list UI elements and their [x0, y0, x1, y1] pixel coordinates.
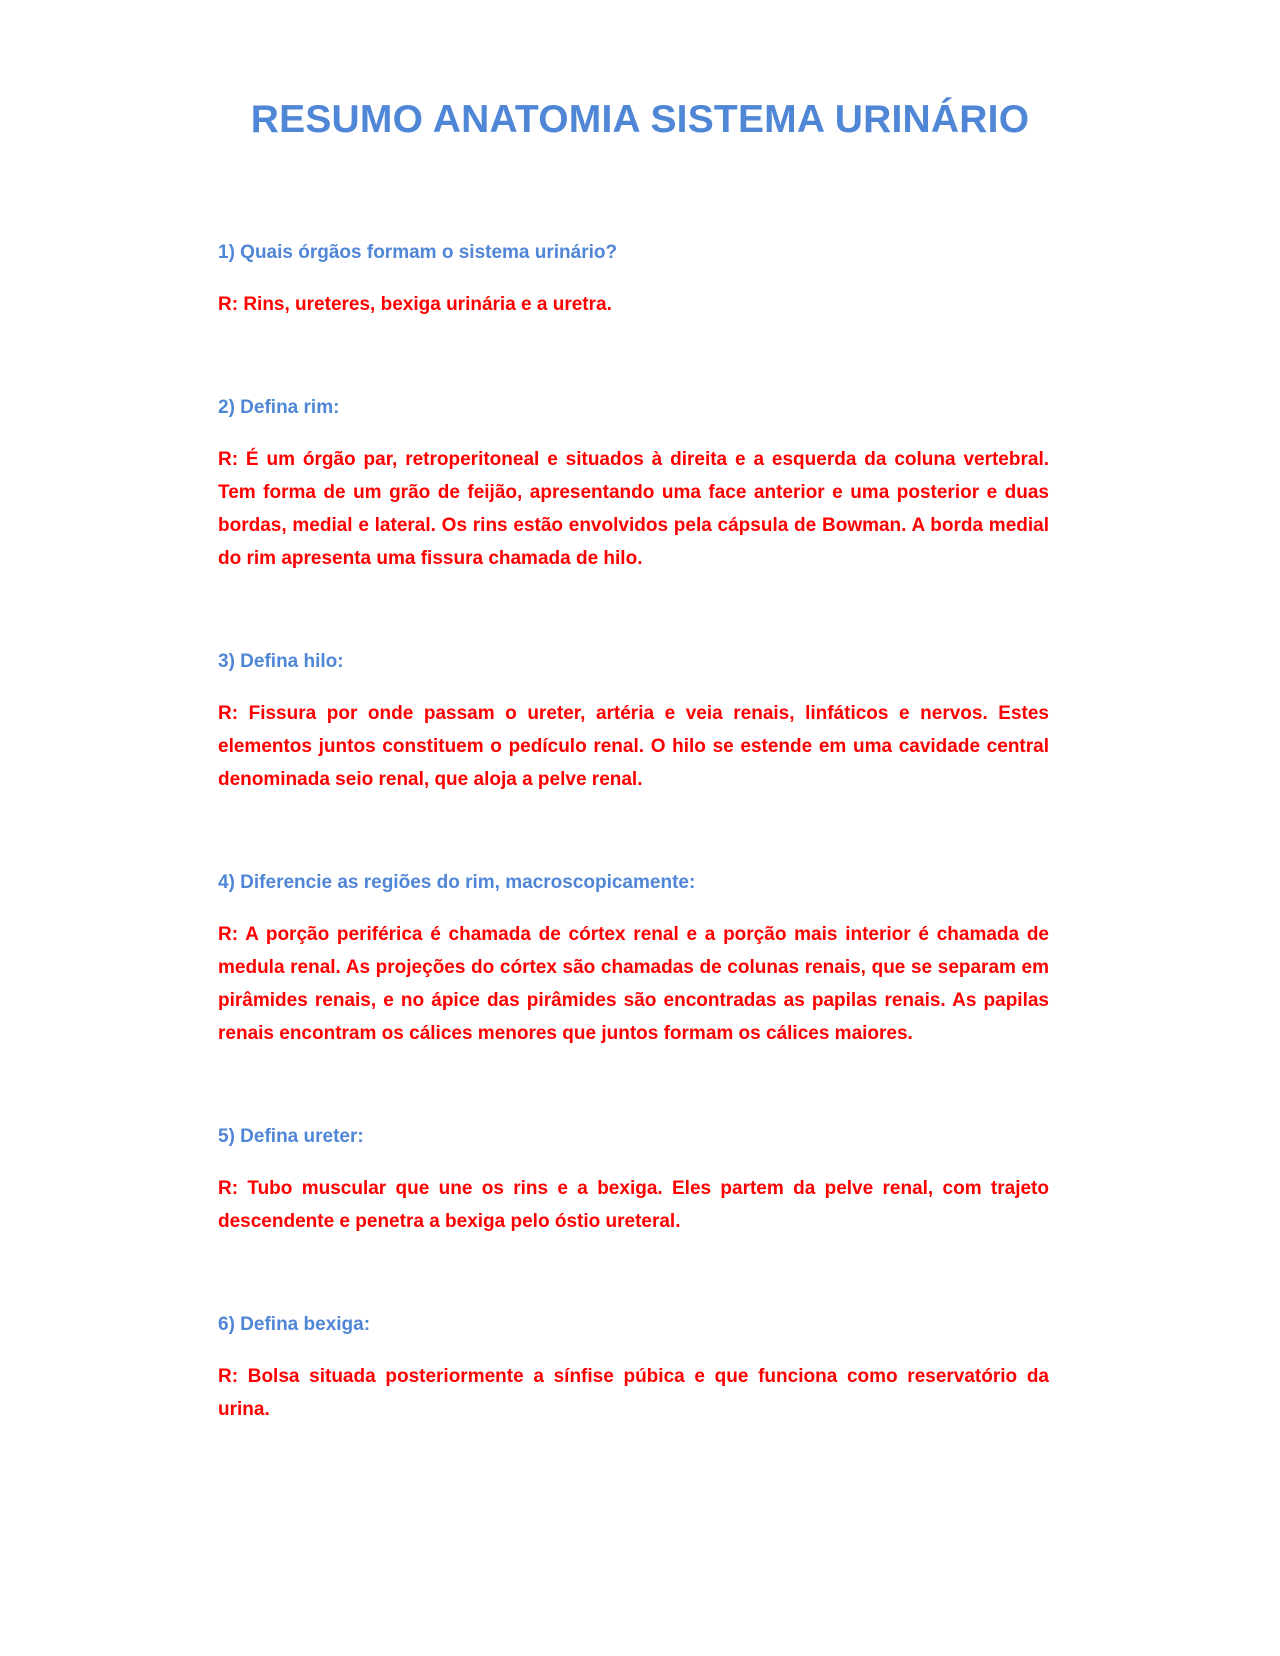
- answer-1: R: Rins, ureteres, bexiga urinária e a uretra.: [218, 294, 612, 315]
- qa-item-3: [218, 645, 1049, 796]
- qa-item-2: [218, 391, 1049, 575]
- answer-6: R: Bolsa situada posteriormente a sínfise púbica e que funciona como reservatório da urina.: [218, 1366, 1049, 1420]
- question-1: 1) Quais órgãos formam o sistema urinário?: [218, 242, 618, 263]
- question-5: 5) Defina ureter:: [218, 1126, 364, 1147]
- answer-3: R: Fissura por onde passam o ureter, artéria e veia renais, linfáticos e nervos. Estes elementos juntos constituem o pedículo renal. O hilo se estende em uma cavidade central denominada seio renal, que aloja a pelve renal.: [218, 703, 1049, 790]
- answer-4: R: A porção periférica é chamada de córtex renal e a porção mais interior é chamada de medula renal. As projeções do córtex são chamadas de colunas renais, que se separam em pirâmides renais, e no ápice das pirâmides são encontradas as papilas renais. As papilas renais encontram os cálices menores que juntos formam os cálices maiores.: [218, 924, 1049, 1044]
- qa-item-5: [218, 1120, 1049, 1238]
- question-4: 4) Diferencie as regiões do rim, macroscopicamente:: [218, 872, 696, 893]
- qa-item-1: [218, 236, 1049, 321]
- qa-item-4: [218, 866, 1049, 1050]
- document-body: [218, 236, 1049, 1426]
- document-title: RESUMO ANATOMIA SISTEMA URINÁRIO: [250, 98, 1030, 141]
- question-6: 6) Defina bexiga:: [218, 1314, 371, 1335]
- qa-item-6: [218, 1308, 1049, 1426]
- answer-2: R: É um órgão par, retroperitoneal e situados à direita e a esquerda da coluna vertebral. Tem forma de um grão de feijão, apresentando uma face anterior e uma posterior e duas bordas, medial e lateral. Os rins estão envolvidos pela cápsula de Bowman. A borda medial do rim apresenta uma fissura chamada de hilo.: [218, 449, 1049, 569]
- answer-5: R: Tubo muscular que une os rins e a bexiga. Eles partem da pelve renal, com trajeto descendente e penetra a bexiga pelo óstio ureteral.: [218, 1178, 1049, 1232]
- question-2: 2) Defina rim:: [218, 397, 340, 418]
- question-3: 3) Defina hilo:: [218, 651, 344, 672]
